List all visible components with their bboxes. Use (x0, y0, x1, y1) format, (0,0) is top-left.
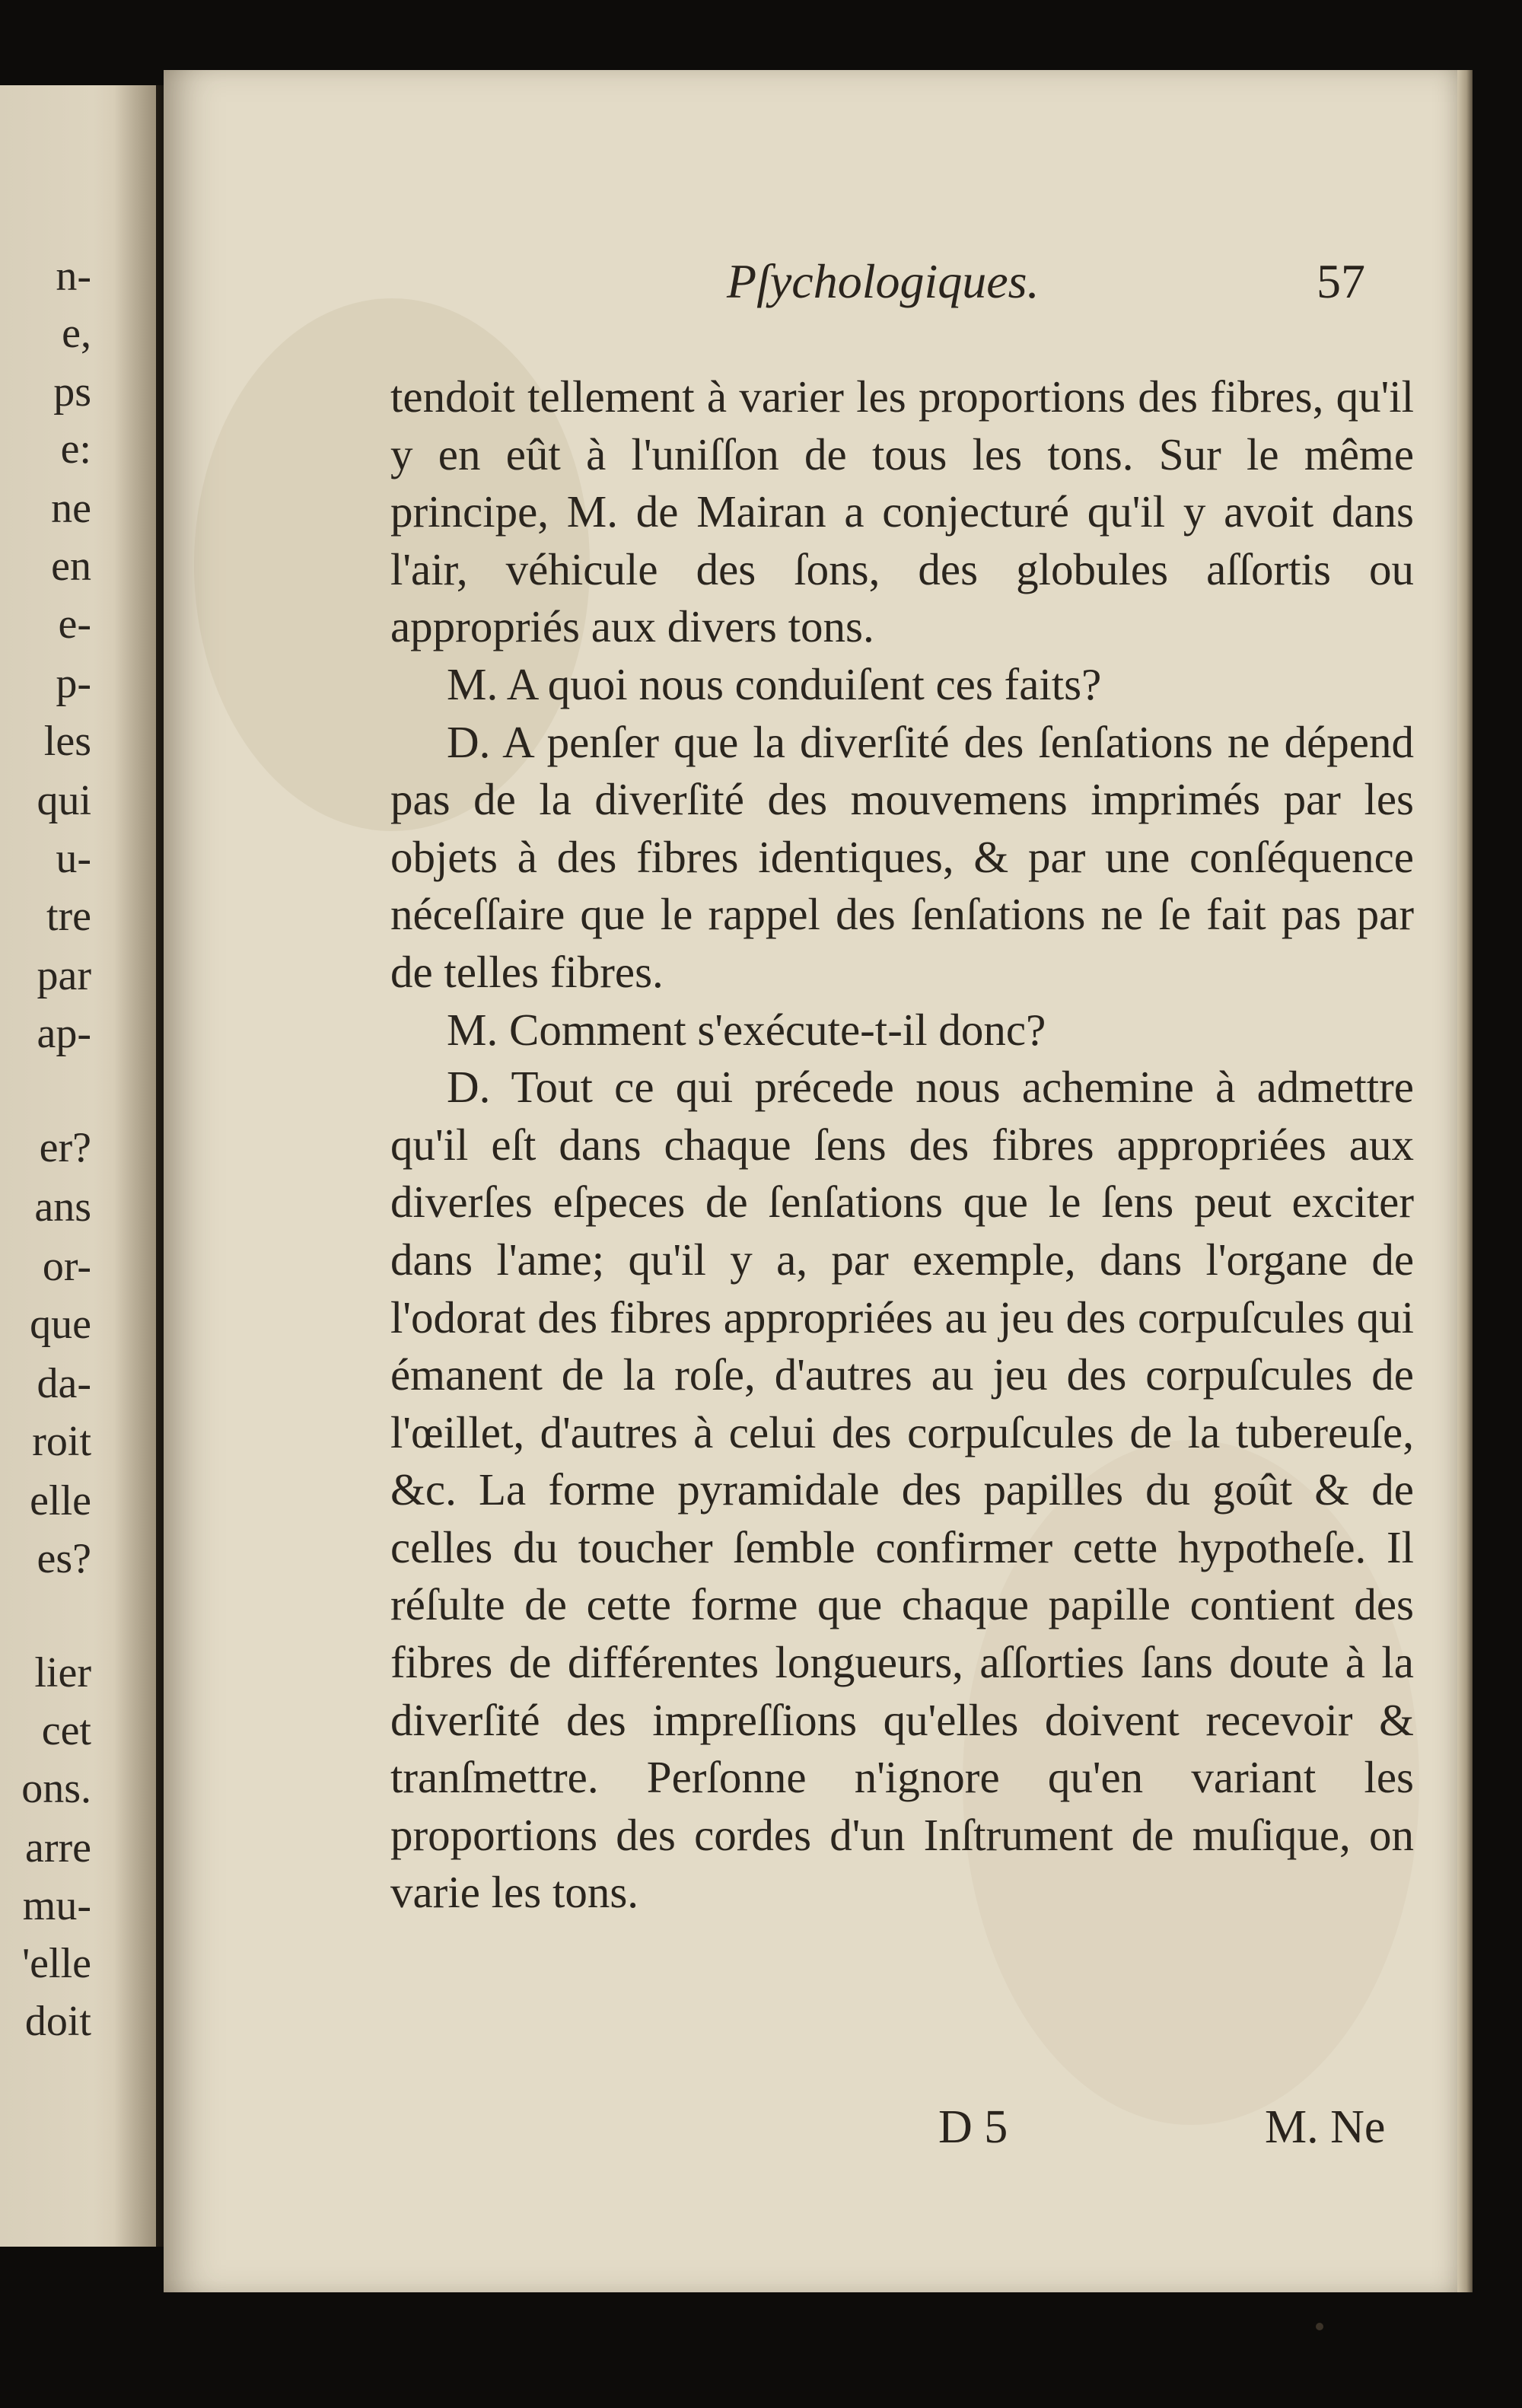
facing-page-fragment: or- (42, 1243, 91, 1290)
page-number: 57 (1317, 254, 1365, 308)
facing-page-fragment: u- (56, 835, 91, 882)
facing-page-fragment: que (30, 1301, 91, 1348)
facing-page-fragment: p- (56, 660, 91, 707)
facing-page-fragment: par (37, 952, 91, 999)
facing-page-fragment: ps (53, 368, 91, 416)
book-page (164, 70, 1457, 2292)
paragraph: tendoit tellement à varier les proportions des fibres, qu'il y en eût à l'uniſſon de tous les tons. Sur le même principe, M. de Mairan a conjecturé qu'il y avoit dans l'air, véhicule des ſons, des globules aſſortis ou appropriés aux divers tons. (390, 371, 1414, 652)
facing-page-fragment: ne (51, 485, 91, 532)
facing-page-fragment: 'elle (22, 1940, 91, 1987)
facing-page-fragment: qui (37, 777, 91, 824)
facing-page-fragment: en (51, 543, 91, 590)
facing-page-fragment: e, (62, 310, 91, 357)
facing-page-fragment: e- (58, 600, 91, 648)
catchword: M. Ne (1265, 2101, 1386, 2153)
facing-page-fragment: mu- (22, 1882, 91, 1929)
facing-page-fragment: arre (24, 1824, 91, 1871)
page-edge (1457, 70, 1473, 2292)
paragraph: M. Comment s'exécute-t-il donc? (447, 1004, 1046, 1055)
signature-mark: D 5 (938, 2101, 1008, 2153)
facing-page-fragment: da- (37, 1360, 91, 1407)
facing-page-fragment: cet (41, 1707, 91, 1754)
facing-page-fragment: les (43, 718, 91, 765)
facing-page-fragment: e: (60, 425, 91, 473)
facing-page-fragment: n- (56, 253, 91, 300)
facing-page-fragment: tre (46, 893, 91, 940)
facing-page-fragment: es? (37, 1535, 91, 1582)
paragraph: M. A quoi nous conduiſent ces faits? (447, 658, 1102, 709)
ink-spot (1316, 2323, 1323, 2330)
facing-page-fragment: doit (24, 1998, 91, 2045)
facing-page-fragment: ap- (37, 1010, 91, 1057)
facing-page-fragment: ons. (21, 1765, 91, 1812)
paragraph: D. A penſer que la diverſité des ſenſations ne dépend pas de la diverſité des mouvemens imprimés par les objets à des fibres identiques, & par une conſéquence néceſſaire que le rappel des ſenſations ne ſe fait pas par de telles fibres. (390, 716, 1414, 997)
facing-page-fragment: er? (39, 1124, 91, 1171)
facing-page-fragment: elle (30, 1477, 91, 1524)
body-text (390, 368, 1414, 1922)
facing-page-fragment: ans (34, 1183, 91, 1231)
paragraph: D. Tout ce qui précede nous achemine à admettre qu'il eſt dans chaque ſens des fibres appropriées aux diverſes eſpeces de ſenſations que le ſens peut exciter dans l'ame; qu'il y a, par exemple, dans l'organe de l'odorat des fibres appropriées au jeu des corpuſcules qui émanent de la roſe, d'autres au jeu des corpuſcules de l'œillet, d'autres à celui des corpuſcules de la tubereuſe, &c. La forme pyramidale des papilles du goût & de celles du toucher ſemble confirmer cette hypotheſe. Il réſulte de cette forme que chaque papille contient des fibres de différentes longueurs, aſſorties ſans doute à la diverſité des impreſſions qu'elles doivent recevoir & tranſmettre. Perſonne n'ignore qu'en variant les proportions des cordes d'un Inſtrument de muſique, on varie les tons. (390, 1062, 1414, 1918)
facing-page-fragment: lier (34, 1649, 91, 1696)
facing-page-fragment: roit (32, 1418, 91, 1465)
running-title: Pſychologiques. (727, 254, 1040, 308)
